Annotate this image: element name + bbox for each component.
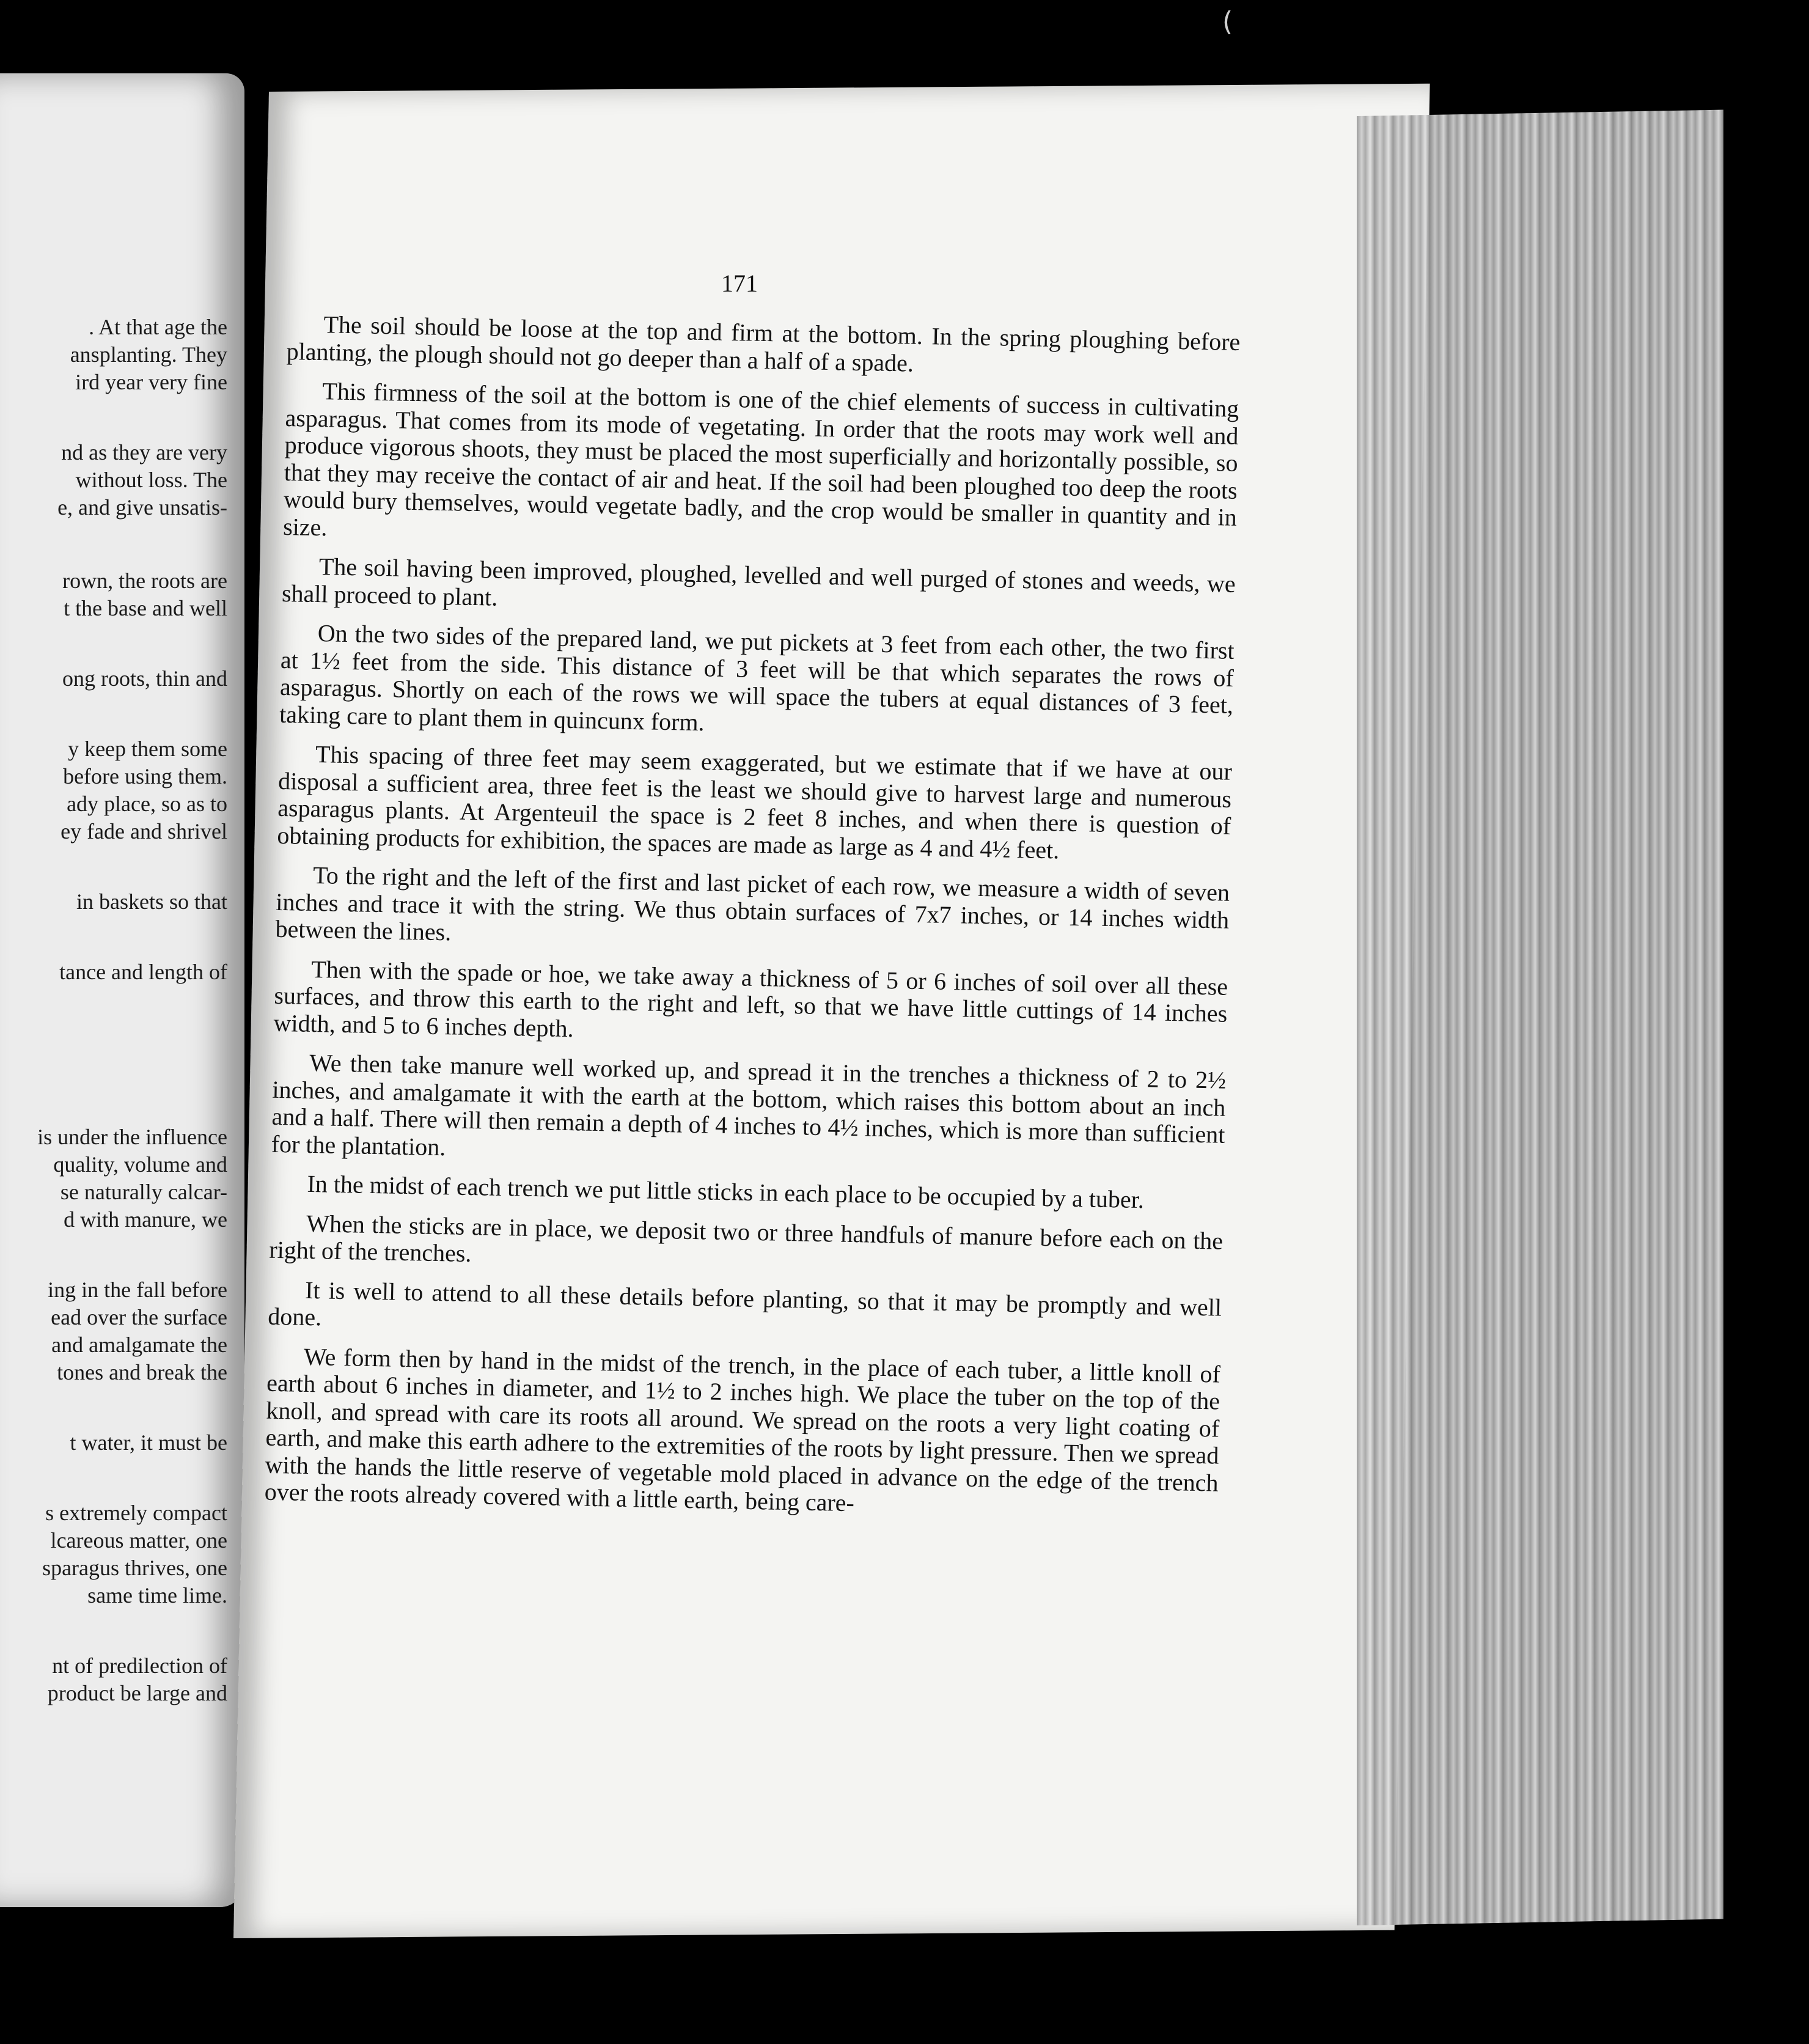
left-line: without loss. The [75, 468, 227, 492]
paragraph: The soil having been improved, ploughed, levelled and well purged of stones and weeds, we shall proceed to plant. [281, 553, 1236, 611]
paragraph: When the sticks are in place, we deposit two or three handfuls of manure before each on the right of the trenches. [269, 1209, 1224, 1268]
left-line: rown, the roots are [62, 568, 227, 593]
left-line: nd as they are very [61, 440, 227, 465]
left-line: and amalgamate the [51, 1333, 227, 1357]
paragraph: We form then by hand in the midst of the trench, in the place of each tuber, a little knoll of earth about 6 inches in diameter, and 1½ to 2 inches high. We place the tuber on the top of the knoll, and spread with care its roots all around. We spread on the roots a very light coating of earth, and make this earth adhere to the extremities of the roots by light pressure. Then we spread with the hands the little reserve of vegetable mold placed in advance on the edge of the trench over the roots already covered with a little earth, being care- [264, 1342, 1221, 1517]
body-text [264, 311, 1241, 1536]
page-number: 171 [721, 270, 758, 297]
left-line: tones and break the [57, 1360, 227, 1384]
left-line: ead over the surface [51, 1305, 227, 1329]
left-line: t the base and well [64, 596, 227, 620]
left-line: . At that age the [89, 315, 227, 339]
left-line: ey fade and shrivel [61, 819, 227, 844]
left-line: e, and give unsatis- [57, 495, 227, 520]
left-line: same time lime. [87, 1583, 227, 1608]
left-line: nt of predilection of [52, 1653, 227, 1678]
left-line: before using them. [63, 764, 227, 789]
left-line: tance and length of [59, 960, 227, 984]
left-line: s extremely compact [45, 1501, 227, 1525]
left-line: product be large and [47, 1681, 227, 1705]
left-line: sparagus thrives, one [42, 1556, 227, 1580]
left-line: in baskets so that [76, 889, 227, 914]
facing-page-left [0, 73, 244, 1907]
paragraph: Then with the spade or hoe, we take away a thickness of 5 or 6 inches of soil over all these surfaces, and throw this earth to the right and left, so that we have little cuttings of 14 inches width, and 5 to 6 inches depth. [273, 955, 1228, 1042]
paragraph: It is well to attend to all these details before planting, so that it may be promptly and well done. [267, 1276, 1222, 1331]
left-line: ing in the fall before [48, 1278, 227, 1302]
left-line: ady place, so as to [67, 792, 227, 816]
scan-mark-top: ( [1222, 6, 1233, 37]
left-line: se naturally calcar- [60, 1180, 227, 1204]
left-line: t water, it must be [70, 1430, 227, 1455]
left-line: ansplanting. They [70, 342, 227, 367]
left-line: quality, volume and [53, 1152, 227, 1177]
left-line: ong roots, thin and [62, 666, 227, 691]
paragraph: This spacing of three feet may seem exaggerated, but we estimate that if we have at our disposal a sufficient area, three feet is the least we should give to harvest large and numerous asparagus plants. At Argenteuil the space is 2 feet 8 inches, and when there is question of obtaining products for exhibition, the spaces are made as large as 4 and 4½ feet. [277, 740, 1233, 864]
page-edges [1357, 110, 1723, 1925]
paragraph: This firmness of the soil at the bottom is one of the chief elements of success in cultivating asparagus. That comes from its mode of vegetating. In order that the roots may work well and produce vigorous shoots, they must be placed the most superficially and horizontally possible, so that they may receive the contact of air and heat. If the soil had been ploughed too deep the roots would bury themselves, would vegetate badly, and the crop would be smaller in quantity and in size. [282, 377, 1239, 541]
left-line: y keep them some [68, 737, 227, 761]
paragraph: In the midst of each trench we put little sticks in each place to be occupied by a tuber. [307, 1169, 1145, 1214]
paragraph: To the right and the left of the first and last picket of each row, we measure a width of seven inches and trace it with the string. We thus obtain surfaces of 7x7 inches, or 14 inches width between the lines. [275, 861, 1230, 946]
left-line: is under the influence [37, 1125, 227, 1149]
left-line: lcareous matter, one [50, 1528, 227, 1553]
paragraph: On the two sides of the prepared land, we put pickets at 3 feet from each other, the two first at 1½ feet from the side. This distance of 3 feet will be that which separates the rows of asparagus. Shortly on each of the rows we will space the tubers at equal distances of 3 feet, taking care to plant them in quincunx form. [279, 619, 1235, 736]
paragraph: The soil should be loose at the top and firm at the bottom. In the spring ploughing before planting, the plough should not go deeper than a half of a spade. [286, 311, 1241, 377]
paragraph: We then take manure well worked up, and spread it in the trenches a thickness of 2 to 2½ inches, and amalgamate it with the earth at the bottom, which raises this bottom about an inch and a half. There will then remain a depth of 4 inches to 4½ inches, which is more than sufficient for the plantation. [271, 1048, 1227, 1161]
left-line: d with manure, we [64, 1207, 227, 1232]
left-line: ird year very fine [75, 370, 227, 394]
